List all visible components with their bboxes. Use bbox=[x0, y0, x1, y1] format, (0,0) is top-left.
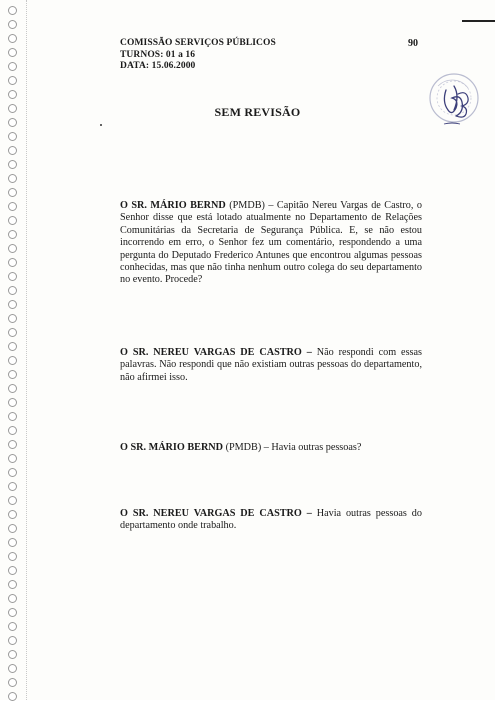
transcript-paragraph bbox=[120, 508, 422, 533]
perforation-hole bbox=[8, 608, 17, 617]
perforation-hole bbox=[8, 76, 17, 85]
perforation-hole bbox=[8, 496, 17, 505]
header-turns: TURNOS: 01 a 16 bbox=[120, 49, 196, 60]
perforation-hole bbox=[8, 594, 17, 603]
page-number: 90 bbox=[408, 38, 418, 49]
perforation-hole bbox=[8, 286, 17, 295]
perforation-hole bbox=[8, 300, 17, 309]
top-edge-mark bbox=[462, 20, 495, 22]
speech-text: (PMDB) – Capitão Nereu Vargas de Castro, o Senhor disse que está lotado atualmente no Departamento de Relações Comunitárias da Secretaria de Segurança Pública. E, se não estou incorrendo em erro, o Senhor fez um comentário, respondendo a uma pergunta do Deputado Frederico Antunes que encontrou algumas pessoas conhecidas, mas que não tinha nenhum outro colega do seu departamento no evento. Procede? bbox=[120, 200, 422, 286]
transcript-paragraph bbox=[120, 200, 422, 287]
stray-dot bbox=[100, 124, 102, 126]
speech-text: Não respondi com essas palavras. Não respondi que não existiam outras pessoas do departamento, não afirmei isso. bbox=[120, 347, 422, 383]
perforation-hole bbox=[8, 244, 17, 253]
speaker-name: O SR. MÁRIO BERND bbox=[120, 442, 224, 453]
perforation-hole bbox=[8, 328, 17, 337]
perforation-hole bbox=[8, 90, 17, 99]
perforation-hole bbox=[8, 160, 17, 169]
seal-signature-icon bbox=[424, 64, 484, 144]
perforation-hole bbox=[8, 188, 17, 197]
perforation-hole bbox=[8, 216, 17, 225]
perforation-hole bbox=[8, 440, 17, 449]
perforation-hole bbox=[8, 384, 17, 393]
perforation-hole bbox=[8, 538, 17, 547]
perforation-hole bbox=[8, 412, 17, 421]
perforation-hole bbox=[8, 314, 17, 323]
perforation-hole bbox=[8, 468, 17, 477]
header-commission: COMISSÃO SERVIÇOS PÚBLICOS bbox=[120, 38, 276, 48]
document-title: SEM REVISÃO bbox=[214, 105, 301, 119]
perforation-hole bbox=[8, 664, 17, 673]
speech-text: (PMDB) – Havia outras pessoas? bbox=[223, 442, 362, 453]
perforation-hole bbox=[8, 62, 17, 71]
perforation-hole bbox=[8, 580, 17, 589]
perforation-hole bbox=[8, 258, 17, 267]
transcript-paragraph bbox=[120, 442, 422, 454]
perforation-hole bbox=[8, 6, 17, 15]
transcript-paragraph bbox=[120, 347, 422, 384]
official-seal-stamp bbox=[424, 64, 484, 144]
perforation-hole bbox=[8, 356, 17, 365]
perforation-hole bbox=[8, 566, 17, 575]
perforation-hole bbox=[8, 370, 17, 379]
speech-text: Havia outras pessoas do departamento onde trabalho. bbox=[120, 508, 422, 532]
perforation-hole bbox=[8, 202, 17, 211]
perforation-hole bbox=[8, 678, 17, 687]
perforation-hole bbox=[8, 34, 17, 43]
perforation-hole bbox=[8, 636, 17, 645]
perforation-hole bbox=[8, 20, 17, 29]
perforation-hole bbox=[8, 482, 17, 491]
perforation-hole bbox=[8, 174, 17, 183]
perforation-hole bbox=[8, 426, 17, 435]
perforation-hole bbox=[8, 132, 17, 141]
perforation-hole bbox=[8, 454, 17, 463]
perforation-hole bbox=[8, 146, 17, 155]
perforation-hole bbox=[8, 524, 17, 533]
speaker-name: O SR. MÁRIO BERND bbox=[120, 200, 226, 211]
document-header bbox=[120, 38, 276, 73]
perforation-hole bbox=[8, 650, 17, 659]
perforation-hole bbox=[8, 342, 17, 351]
perforation-hole bbox=[8, 510, 17, 519]
header-date: DATA: 15.06.2000 bbox=[120, 61, 196, 71]
perforation-hole bbox=[8, 552, 17, 561]
perforation-hole bbox=[8, 272, 17, 281]
perforation-hole bbox=[8, 48, 17, 57]
perforation-hole bbox=[8, 230, 17, 239]
perforation-hole bbox=[8, 398, 17, 407]
speaker-name: O SR. NEREU VARGAS DE CASTRO – bbox=[120, 347, 312, 358]
perforation-hole bbox=[8, 622, 17, 631]
speaker-name: O SR. NEREU VARGAS DE CASTRO – bbox=[120, 508, 312, 519]
